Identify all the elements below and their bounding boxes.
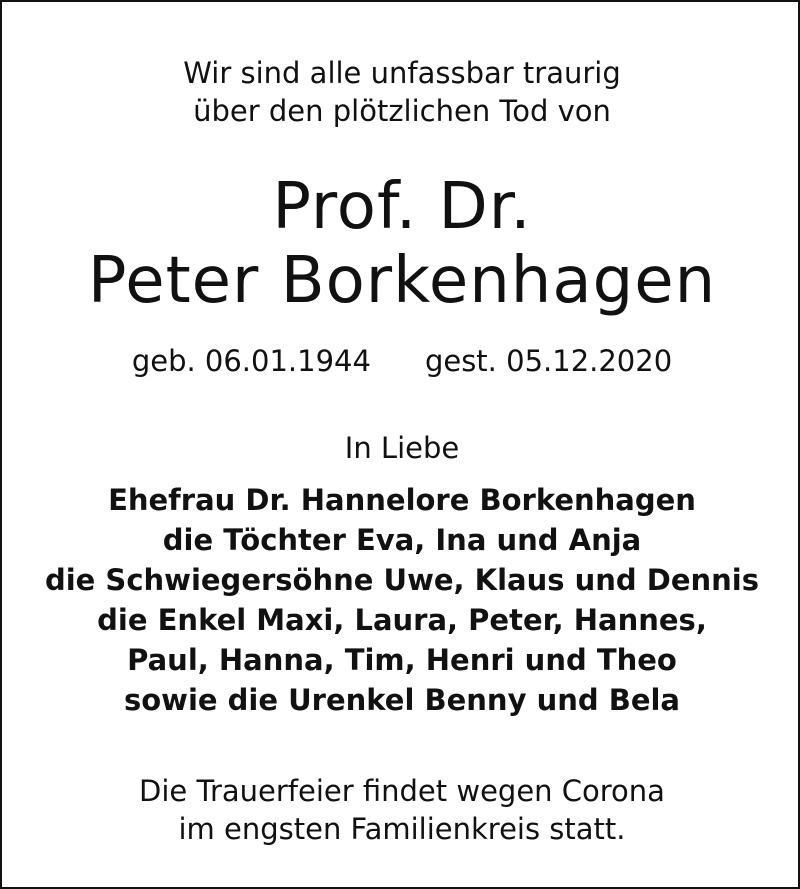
in-love-heading: In Liebe (344, 431, 460, 465)
death-date: gest. 05.12.2020 (424, 344, 673, 378)
family-list (2, 480, 800, 720)
family-line: die Schwiegersöhne Uwe, Klaus und Dennis (44, 563, 760, 597)
family-line: die Töchter Eva, Ina und Anja (162, 523, 642, 557)
intro-line-1: Wir sind alle unfassbar traurig (183, 56, 621, 90)
intro-text (2, 54, 800, 130)
funeral-note-line-2: im engsten Familienkreis statt. (178, 812, 626, 846)
birth-date: geb. 06.01.1944 (131, 344, 371, 378)
deceased-title: Prof. Dr. (272, 170, 532, 244)
funeral-note-line-1: Die Trauerfeier findet wegen Corona (139, 774, 665, 808)
deceased-name: Peter Borkenhagen (87, 244, 717, 318)
intro-line-2: über den plötzlichen Tod von (193, 94, 611, 128)
family-line: Ehefrau Dr. Hannelore Borkenhagen (108, 483, 696, 517)
life-dates (2, 341, 800, 381)
family-line: die Enkel Maxi, Laura, Peter, Hannes, (97, 603, 707, 637)
family-line: Paul, Hanna, Tim, Henri und Theo (127, 643, 677, 677)
deceased-name-block (2, 170, 800, 318)
family-line: sowie die Urenkel Benny und Bela (123, 683, 680, 717)
funeral-note (2, 772, 800, 848)
